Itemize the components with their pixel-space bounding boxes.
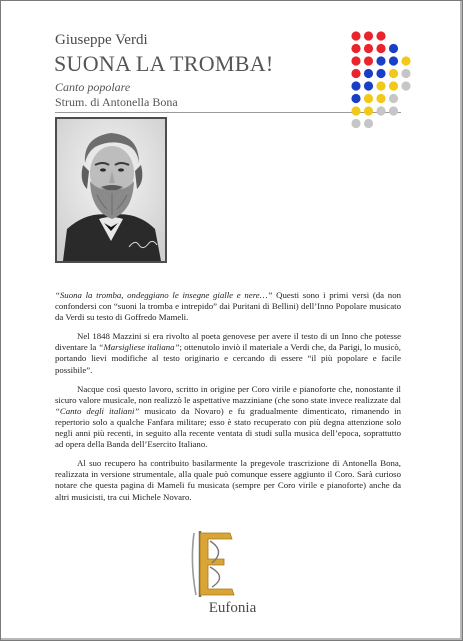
- dot-yellow: [351, 106, 360, 115]
- composer-portrait-illustration: [57, 119, 165, 261]
- dot-blue: [351, 81, 360, 90]
- article-body: [55, 290, 401, 511]
- portrait-photo: [55, 117, 167, 263]
- paragraph-2: [55, 331, 401, 375]
- dot-gray: [351, 119, 360, 128]
- dot-red: [364, 44, 373, 53]
- paragraph-3: [55, 384, 401, 451]
- dot-yellow: [389, 81, 398, 90]
- dot-gray: [389, 106, 398, 115]
- arranger-credit: Strum. di Antonella Bona: [55, 95, 178, 109]
- dot-red: [364, 31, 373, 40]
- brand-name: Eufonia: [208, 600, 257, 616]
- dot-red: [351, 44, 360, 53]
- dot-blue: [376, 56, 385, 65]
- dot-blue: [364, 69, 373, 78]
- dot-yellow: [376, 94, 385, 103]
- dot-red: [351, 69, 360, 78]
- dot-yellow: [376, 81, 385, 90]
- quote-text: “Suona la tromba, ondeggiano le insegne gialle e nere…”: [55, 290, 273, 300]
- paragraph-1: [55, 290, 401, 323]
- paragraph-1-text: Questi sono i primi versi (da non confondersi con “suoni la tromba e intrepido” dai Puritani di Bellini) dell’Inno Popolare musicato da Verdi su testo di Goffredo Mameli.: [55, 290, 401, 323]
- dot-yellow: [364, 94, 373, 103]
- paragraph-2-italic: “Marsigliese italiana”: [98, 342, 180, 353]
- subtitle: Canto popolare: [55, 80, 131, 94]
- paragraph-3-italic: “Canto degli italiani”: [55, 405, 140, 416]
- dot-yellow: [364, 106, 373, 115]
- dot-gray: [401, 81, 410, 90]
- dot-red: [351, 31, 360, 40]
- dot-gray: [364, 119, 373, 128]
- dot-yellow: [389, 69, 398, 78]
- dot-red: [376, 44, 385, 53]
- decorative-dot-pattern: [348, 28, 418, 138]
- eufonia-logo-icon: [186, 529, 240, 599]
- paragraph-4: Al suo recupero ha contribuito basilarmente la pregevole trascrizione di Antonella Bona, realizzata in versione strumentale, alla quale può comunque essere aggiunto il Coro. Sarà curioso notare che questa pagina di Mameli fu musicata (sempre per Coro virile e pianoforte) anche da altri musicisti, tra cui Michele Novaro.: [55, 458, 401, 502]
- page-title: SUONA LA TROMBA!: [54, 51, 274, 76]
- paragraph-3-text-b: musicato da Novaro) e fu gradualmente dimenticato, rimanendo in repertorio solo a qualche Fanfara militare; esso è stato recuperato con più degna attenzione solo negli anni più recenti, in seguito alla recente ventata di studi sulla musica dell’epoca, soprattutto ad opera della Banda dell’Esercito Italiano.: [55, 405, 401, 450]
- dot-blue: [351, 94, 360, 103]
- dot-blue: [364, 81, 373, 90]
- dot-blue: [389, 56, 398, 65]
- dot-red: [351, 56, 360, 65]
- dot-blue: [389, 44, 398, 53]
- dot-gray: [401, 69, 410, 78]
- dot-gray: [376, 106, 385, 115]
- dot-red: [376, 31, 385, 40]
- paragraph-2-text-a: Nel 1848 Mazzini si era rivolto al poeta genovese per avere il testo di un Inno che potesse diventare la: [55, 331, 401, 353]
- dot-blue: [376, 69, 385, 78]
- paragraph-2-text-b: ; ottenutolo inviò il materiale a Verdi che, da Parigi, lo musicò, portando lievi modifiche al testo originario e cercando di essere “il più popolare e facile possibile”.: [55, 342, 401, 375]
- dot-gray: [389, 94, 398, 103]
- paragraph-3-text-a: Nacque così questo lavoro, scritto in origine per Coro virile e pianoforte che, nonostante il sicuro valore musicale, non realizzò le aspettative mazziniane (che sono state invece realizzate dal: [55, 383, 401, 405]
- dot-yellow: [401, 56, 410, 65]
- dot-red: [364, 56, 373, 65]
- composer-name: Giuseppe Verdi: [55, 32, 148, 48]
